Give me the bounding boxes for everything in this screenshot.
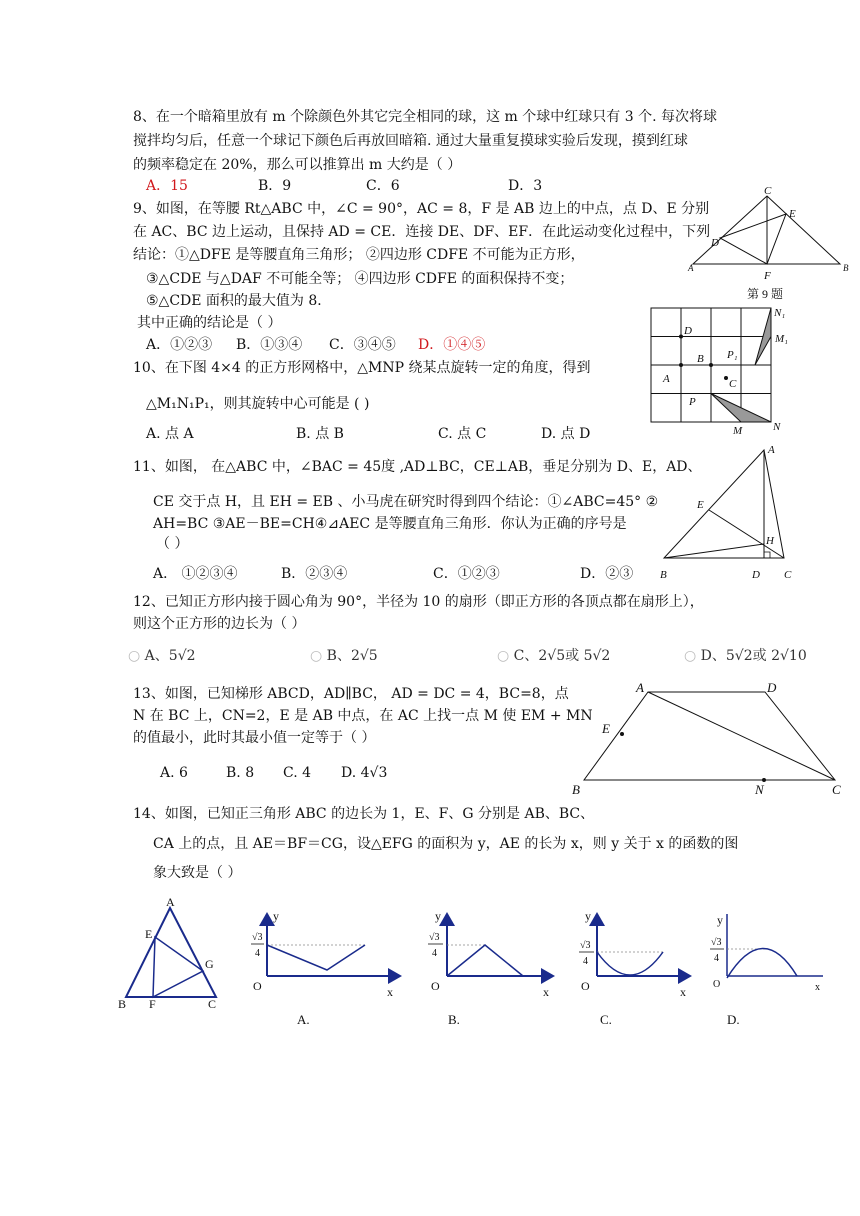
q10-line1: 10、在下图 4×4 的正方形网格中，△MNP 绕某点旋转一定的角度，得到 xyxy=(133,360,591,376)
q14-graph-b-origin: O xyxy=(431,979,440,993)
q11-label-e: E xyxy=(697,499,704,511)
q11-label-h: H xyxy=(766,535,774,547)
q14-label-e: E xyxy=(145,927,153,941)
q13-label-d: D xyxy=(767,680,777,695)
q9-figure-caption: 第 9 题 xyxy=(747,287,784,301)
q14-graph-b-label: B. xyxy=(448,1012,460,1027)
q9-line3: 结论：①△DFE 是等腰直角三角形； ②四边形 CDFE 不可能为正方形， xyxy=(133,247,585,263)
q9-line5: ⑤△CDE 面积的最大值为 8． xyxy=(146,293,332,309)
q14-graph-d-val-num: √3 xyxy=(711,937,722,948)
q14-graph-c-y-label: y xyxy=(585,909,591,923)
q11-option-b: B．②③④ xyxy=(281,566,348,582)
q14-graph-a-val-den: 4 xyxy=(255,948,260,959)
q11-option-d: D．②③ xyxy=(580,566,634,582)
q12-line2: 则这个正方形的边长为（ ） xyxy=(133,616,306,632)
q10-label-c: C xyxy=(729,378,737,390)
q14-graph-d-val-den: 4 xyxy=(714,953,719,964)
q14-graph-c-val-den: 4 xyxy=(583,956,588,967)
q14-label-b: B xyxy=(118,997,127,1010)
q9-line1: 9、如图，在等腰 Rt△ABC 中，∠C = 90°，AC = 8，F 是 AB 边上的中点，点 D、E 分别 xyxy=(133,201,710,217)
q11-line1: 11、如图， 在△ABC 中，∠BAC = 45度 ,AD⊥BC，CE⊥AB，垂足分别为 D、E，AD、 xyxy=(133,459,702,475)
q13-label-n: N xyxy=(755,782,764,797)
q11-label-b: B xyxy=(660,569,667,581)
q13-line2: N 在 BC 上，CN=2，E 是 AB 中点，在 AC 上找一点 M 使 EM + MN xyxy=(133,708,593,724)
q14-line1: 14、如图，已知正三角形 ABC 的边长为 1，E、F、G 分别是 AB、BC、 xyxy=(133,806,595,822)
q8-line1: 8、在一个暗箱里放有 m 个除颜色外其它完全相同的球，这 m 个球中红球只有 3 个. 每次将球 xyxy=(133,109,717,125)
q10-label-a: A xyxy=(663,373,670,385)
q14-graph-d-x-label: x xyxy=(815,982,820,993)
q9-line4: ③△CDE 与△DAF 不可能全等； ④四边形 CDFE 的面积保持不变； xyxy=(146,271,574,287)
q12-option-c: ○ C、2√5或 5√2 xyxy=(497,648,611,664)
q14-label-a: A xyxy=(166,895,175,909)
q12-option-a: ○ A、5√2 xyxy=(128,648,196,664)
q11-label-d: D xyxy=(752,569,760,581)
q14-graph-c-x-label: x xyxy=(680,985,686,999)
q9-label-e: E xyxy=(789,208,796,220)
q12-option-b: ○ B、2√5 xyxy=(310,648,378,664)
q10-option-d: D. 点 D xyxy=(541,426,591,442)
q14-line3: 象大致是（ ） xyxy=(153,865,242,881)
q12-line1: 12、已知正方形内接于圆心角为 90°，半径为 10 的扇形（即正方形的各顶点都在扇形上）， xyxy=(133,594,704,610)
q8-option-b: B．9 xyxy=(258,178,292,194)
q14-graph-c xyxy=(579,909,690,1027)
q14-graph-b-x-label: x xyxy=(543,985,549,999)
q9-option-b: B．①③④ xyxy=(236,337,303,353)
q11-label-a: A xyxy=(768,444,775,456)
q14-graph-a-x-label: x xyxy=(387,985,393,999)
q9-option-c: C．③④⑤ xyxy=(329,337,396,353)
q13-option-b: B. 8 xyxy=(226,765,255,781)
q9-label-d: D xyxy=(711,237,719,249)
q13-option-a: A. 6 xyxy=(160,765,188,781)
q9-figure xyxy=(680,186,855,304)
q14-label-g: G xyxy=(205,957,214,971)
q14-graph-a-val-num: √3 xyxy=(252,932,263,943)
q14-label-f: F xyxy=(149,997,156,1010)
q8-option-a: A．15 xyxy=(146,178,188,194)
q14-triangle-figure xyxy=(112,894,224,1010)
q13-label-b: B xyxy=(572,782,580,797)
q10-label-n: N xyxy=(773,421,781,433)
q13-label-c: C xyxy=(832,782,841,797)
q8-option-c: C．6 xyxy=(366,178,400,194)
q13-figure xyxy=(570,676,855,798)
q9-line6: 其中正确的结论是（ ） xyxy=(137,315,282,331)
q10-label-d: D xyxy=(684,325,692,337)
q11-label-c: C xyxy=(784,569,792,581)
q14-graph-b xyxy=(428,909,553,1027)
q10-label-m1: M₁ xyxy=(775,333,788,345)
q14-graph-d xyxy=(710,913,823,1027)
q14-graph-b-val-num: √3 xyxy=(429,932,440,943)
q11-option-a: A． ①②③④ xyxy=(153,566,238,582)
q14-graph-b-val-den: 4 xyxy=(432,948,437,959)
q13-label-e: E xyxy=(602,721,610,736)
q14-graph-c-val-num: √3 xyxy=(580,940,591,951)
q14-graph-d-y-label: y xyxy=(717,913,723,927)
q14-graph-c-label: C. xyxy=(600,1012,612,1027)
q13-line3: 的值最小，此时其最小值一定等于（ ） xyxy=(133,730,376,746)
q14-graph-a xyxy=(251,909,400,1027)
q9-label-a: A xyxy=(688,263,694,273)
q14-label-c: C xyxy=(208,997,217,1010)
q10-option-a: A. 点 A xyxy=(146,426,194,442)
q9-label-f: F xyxy=(764,270,771,282)
q11-line4: （ ） xyxy=(156,536,189,552)
q14-graph-a-origin: O xyxy=(253,979,262,993)
q10-grid-figure xyxy=(645,302,795,438)
q12-option-d: ○ D、5√2或 2√10 xyxy=(684,648,807,664)
q13-line1: 13、如图，已知梯形 ABCD，AD∥BC， AD = DC = 4，BC=8，点 xyxy=(133,686,569,702)
q10-label-n1: N₁ xyxy=(774,307,786,319)
q8-option-d: D．3 xyxy=(508,178,543,194)
q9-option-d: D．①④⑤ xyxy=(418,337,486,353)
q13-option-c: C. 4 xyxy=(283,765,312,781)
q14-graph-d-origin: O xyxy=(713,979,721,990)
q9-line2: 在 AC、BC 边上运动，且保持 AD = CE．连接 DE、DF、EF．在此运动变化过程中，下列 xyxy=(133,224,711,240)
q10-label-m: M xyxy=(733,425,743,437)
q9-label-b: B xyxy=(843,263,849,273)
q13-label-a: A xyxy=(636,680,644,695)
q14-graph-d-label: D. xyxy=(727,1012,740,1027)
q11-figure xyxy=(652,438,802,586)
q11-option-c: C．①②③ xyxy=(433,566,500,582)
q14-graphs xyxy=(235,900,855,1040)
q10-label-b: B xyxy=(697,353,704,365)
q11-line2: CE 交于点 H，且 EH = EB 、小马虎在研究时得到四个结论：①∠ABC=45° ② xyxy=(153,494,659,510)
q13-option-d: D. 4√3 xyxy=(341,765,388,781)
q10-label-p: P xyxy=(689,396,696,408)
q14-graph-a-label: A. xyxy=(297,1012,310,1027)
q10-option-c: C. 点 C xyxy=(438,426,487,442)
q9-option-a: A．①②③ xyxy=(146,337,213,353)
q14-graph-a-y-label: y xyxy=(273,909,279,923)
q10-label-p1: P₁ xyxy=(727,349,738,361)
q10-line2: △M₁N₁P₁，则其旋转中心可能是 ( ) xyxy=(146,396,370,412)
q11-line3: AH=BC ③AE－BE=CH④⊿AEC 是等腰直角三角形．你认为正确的序号是 xyxy=(153,516,627,532)
q9-label-c: C xyxy=(764,186,772,197)
q14-graph-c-origin: O xyxy=(581,979,590,993)
q14-graph-b-y-label: y xyxy=(435,909,441,923)
q10-option-b: B. 点 B xyxy=(296,426,344,442)
q14-line2: CA 上的点，且 AE＝BF＝CG，设△EFG 的面积为 y，AE 的长为 x，则 y 关于 x 的函数的图 xyxy=(153,836,739,852)
q8-line3: 的频率稳定在 20%，那么可以推算出 m 大约是（ ） xyxy=(133,157,462,173)
q8-line2: 搅拌均匀后，任意一个球记下颜色后再放回暗箱. 通过大量重复摸球实验后发现，摸到红球 xyxy=(133,133,688,149)
